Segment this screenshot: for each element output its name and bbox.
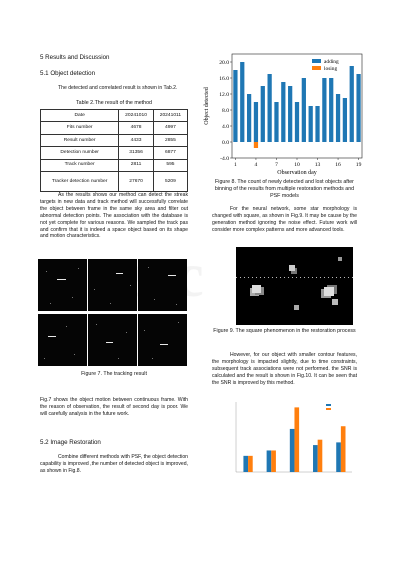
table-cell: 27670 (119, 171, 154, 191)
tracking-frame (88, 259, 137, 311)
bar-adding (247, 94, 251, 142)
table-row (41, 159, 188, 171)
paragraph-neural-network: For the neural network, some star morphology is changed with square, as shown in Fig.9. It may be cause by the generation method ignoring the noise effect. Future work will consider more complex patterns and more advanced tools. (212, 206, 357, 233)
snr-bar-1 (243, 456, 248, 472)
snr-bar-2 (341, 426, 346, 472)
star (118, 358, 119, 359)
x-axis-label: Observation day (277, 170, 317, 176)
table-cell: Detection number (41, 147, 119, 159)
bar-adding (350, 66, 354, 142)
snr-bar-2 (318, 440, 323, 472)
y-tick-label: 4.0 (222, 124, 229, 130)
section-5-2-heading: 5.2 Image Restoration (40, 439, 101, 446)
star (130, 285, 131, 286)
object-streak (106, 342, 113, 343)
star (154, 299, 155, 300)
bar-adding (254, 102, 258, 142)
star (50, 303, 51, 304)
table-cell: Fits number (41, 122, 119, 134)
star (46, 271, 47, 272)
table-row (41, 122, 188, 134)
bar-adding (336, 94, 340, 142)
snr-bar-2 (294, 407, 299, 472)
legend-swatch-2 (326, 408, 331, 410)
bar-adding (343, 98, 347, 142)
x-tick-label: 19 (355, 162, 362, 168)
star (176, 304, 177, 305)
paragraph-fig7: Fig.7 shows the object motion between continuous frame. With the reason of observation, the result of second day is poor. We will carefully analysis in the future work. (40, 397, 188, 417)
star (72, 297, 73, 298)
figure-8-caption: Figure 8. The count of newly detected and lost objects after binning of the results from multiple restoration methods and PSF models (214, 179, 355, 199)
snr-bar-2 (271, 450, 276, 472)
y-tick-label: 12.0 (219, 92, 229, 98)
x-tick-label: 7 (275, 162, 278, 168)
table-row (41, 171, 188, 191)
tracking-frame (138, 259, 187, 311)
star (126, 332, 127, 333)
result-table (40, 109, 188, 192)
snr-bar-1 (336, 442, 341, 472)
table-cell: 595 (153, 159, 187, 171)
tracking-frame (88, 314, 137, 366)
bar-adding (315, 106, 319, 142)
legend-label-adding: adding (324, 59, 339, 65)
star (94, 289, 95, 290)
paragraph-snr: However, for our object with smaller contour features, the morphology is impacted slightly, due to time constraints, subsequent track associations were not performed. the SNR is calculated and the result is shown in Fig.10. It can be seen that the SNR is improved by this method. (212, 352, 357, 386)
bar-adding (302, 78, 306, 142)
table-cell: Result number (41, 134, 119, 146)
legend-label-losing: losing (324, 66, 338, 72)
object-streak (57, 279, 66, 280)
bar-adding (295, 102, 299, 142)
star (178, 322, 179, 323)
bar-adding (309, 106, 313, 142)
object-count-bar-chart (200, 46, 370, 178)
star (152, 358, 153, 359)
y-tick-label: 20.0 (219, 60, 229, 66)
table-row (41, 134, 188, 146)
snr-bar-2 (248, 456, 253, 472)
star (66, 326, 67, 327)
bar-adding (233, 70, 237, 142)
star (74, 354, 75, 355)
bar-adding (288, 86, 292, 142)
star (110, 303, 111, 304)
table-cell: 6877 (153, 147, 187, 159)
bar-adding (274, 102, 278, 142)
star (144, 330, 145, 331)
table-cell: 4433 (119, 134, 154, 146)
table-cell: 31356 (119, 147, 154, 159)
section-5-1-heading: 5.1 Object detection (40, 70, 96, 77)
legend-swatch-losing (312, 66, 321, 70)
bar-adding (261, 86, 265, 142)
tracking-frame (38, 259, 87, 311)
table-2-caption: Table 2.The result of the method (76, 100, 152, 106)
paragraph-results: As the results shows our method can detect the streak targets in new data and track method will successfully correlate the object between frame in the same sky area and filter out abnormal detection points. The association with the database is not yet complete for various reasons. We sampled the track pas and confirm that it is indeed a space object based on its shape and motion characteristics. (40, 192, 188, 240)
bar-adding (329, 78, 333, 142)
y-axis-label: Object detected (204, 87, 210, 125)
square-artifact (294, 305, 299, 310)
square-artifact (324, 287, 334, 296)
figure-9-caption: Figure 9. The square phenomenon in the restoration process (213, 328, 356, 334)
tracking-frame (138, 314, 187, 366)
tracking-frame (38, 314, 87, 366)
star (96, 324, 97, 325)
table-header-row (41, 110, 188, 122)
paragraph-restoration: Combine different methods with PSF, the object detection capability is improved ,the number of detected object is improved, as shown in Fig.8. (40, 454, 188, 474)
table-row (41, 147, 188, 159)
snr-bar-1 (267, 450, 272, 472)
object-streak (160, 344, 168, 345)
y-tick-label: 8.0 (222, 108, 229, 114)
legend-swatch-adding (312, 59, 321, 63)
snr-bar-1 (290, 429, 295, 472)
star (148, 267, 149, 268)
snr-bar-1 (313, 445, 318, 472)
streak-line (236, 277, 353, 278)
x-tick-label: 1 (234, 162, 237, 168)
table-cell: 4997 (153, 122, 187, 134)
tracking-result-figure (38, 259, 188, 367)
bar-adding (322, 78, 326, 142)
y-tick-label: 0.0 (222, 140, 229, 146)
table-cell: Tracker detection number (41, 171, 119, 191)
table-header-cell: Date (41, 110, 119, 122)
square-phenomenon-image (236, 247, 353, 325)
star (78, 268, 79, 269)
paragraph-detection-intro: The detected and correlated result is shown in Tab.2. (58, 85, 178, 91)
square-artifact (332, 299, 338, 305)
bar-adding (240, 62, 244, 142)
y-tick-label: 16.0 (219, 76, 229, 82)
object-streak (168, 275, 176, 276)
x-tick-label: 10 (294, 162, 300, 168)
table-cell: 2855 (153, 134, 187, 146)
object-streak (116, 273, 123, 274)
table-cell: 4678 (119, 122, 154, 134)
table-header-cell: 20241010 (119, 110, 154, 122)
bar-adding (268, 74, 272, 142)
x-tick-label: 4 (254, 162, 258, 168)
x-tick-label: 16 (335, 162, 341, 168)
square-artifact (338, 257, 342, 261)
star (44, 358, 45, 359)
x-tick-label: 13 (314, 162, 321, 168)
bar-losing (254, 142, 258, 148)
bar-adding (356, 74, 360, 142)
figure-7-caption: Figure 7. The tracking result (81, 371, 147, 377)
table-cell: 5209 (153, 171, 187, 191)
section-5-heading: 5 Results and Discussion (40, 54, 110, 61)
table-cell: 2811 (119, 159, 154, 171)
legend-swatch-1 (326, 404, 331, 406)
snr-bar-chart (222, 398, 356, 480)
object-streak (48, 336, 56, 337)
table-header-cell: 20241011 (153, 110, 187, 122)
square-artifact (289, 265, 295, 271)
table-cell: Track number (41, 159, 119, 171)
square-artifact (252, 285, 261, 293)
y-tick-label: -4.0 (220, 156, 229, 162)
bar-adding (281, 82, 285, 142)
